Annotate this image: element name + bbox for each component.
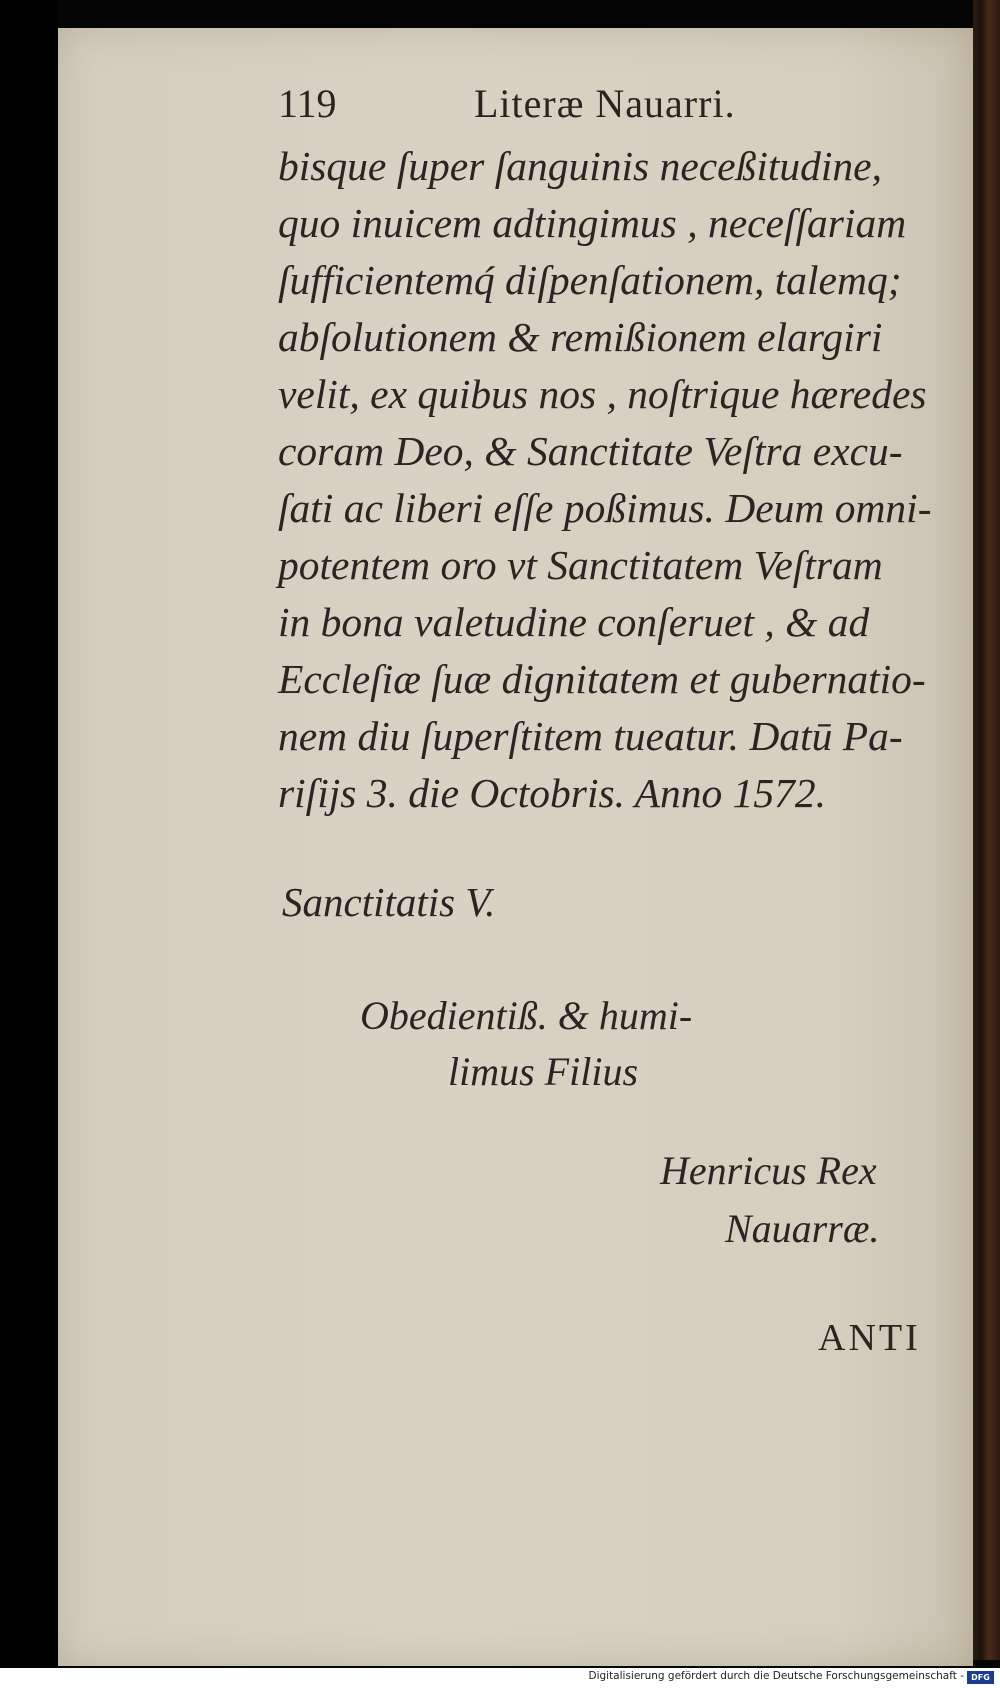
subscription-line: Obedientiß. & humi- <box>360 993 693 1038</box>
signature <box>660 1142 880 1258</box>
signature-line: Nauarræ. <box>725 1206 880 1251</box>
running-title: Literæ Nauarri. <box>474 81 736 126</box>
dfg-logo-icon: DFG <box>967 1671 994 1684</box>
text-line: riſijs 3. die Octobris. Anno 1572. <box>278 770 826 816</box>
subscription <box>360 988 692 1100</box>
text-line: Eccleſiæ ſuæ dignitatem et gubernatio- <box>278 656 926 702</box>
subscription-line: limus Filius <box>448 1049 639 1094</box>
text-line: nem diu ſuperſtitem tueatur. Datū Pa- <box>278 713 903 759</box>
page-number: 119 <box>278 81 337 126</box>
footer-credit: Digitalisierung gefördert durch die Deutsche Forschungsgemeinschaft - <box>588 1670 964 1682</box>
text-line: ſati ac liberi eſſe poßimus. Deum omni- <box>278 485 932 531</box>
running-head <box>278 80 798 140</box>
footer-bar <box>0 1668 1000 1688</box>
text-line: bisque ſuper ſanguinis neceßitudine, <box>278 143 882 189</box>
text-line: quo inuicem adtingimus , neceſſariam <box>278 200 907 246</box>
text-line: velit, ex quibus nos , noſtrique hæredes <box>278 371 927 417</box>
book-left-edge <box>0 0 58 1688</box>
catchword: ANTI <box>818 1317 921 1359</box>
text-line: potentem oro vt Sanctitatem Veſtram <box>278 542 883 588</box>
text-line: abſolutionem & remißionem elargiri <box>278 314 883 360</box>
letter-body <box>278 138 968 822</box>
text-line: ſufficientemq́ diſpenſationem, talemq; <box>278 257 902 303</box>
valediction: Sanctitatis V. <box>282 879 496 925</box>
text-line: coram Deo, & Sanctitate Veſtra excu- <box>278 428 903 474</box>
signature-line: Henricus Rex <box>660 1148 877 1193</box>
book-binding-edge <box>973 0 1000 1660</box>
text-line: in bona valetudine conſeruet , & ad <box>278 599 870 645</box>
